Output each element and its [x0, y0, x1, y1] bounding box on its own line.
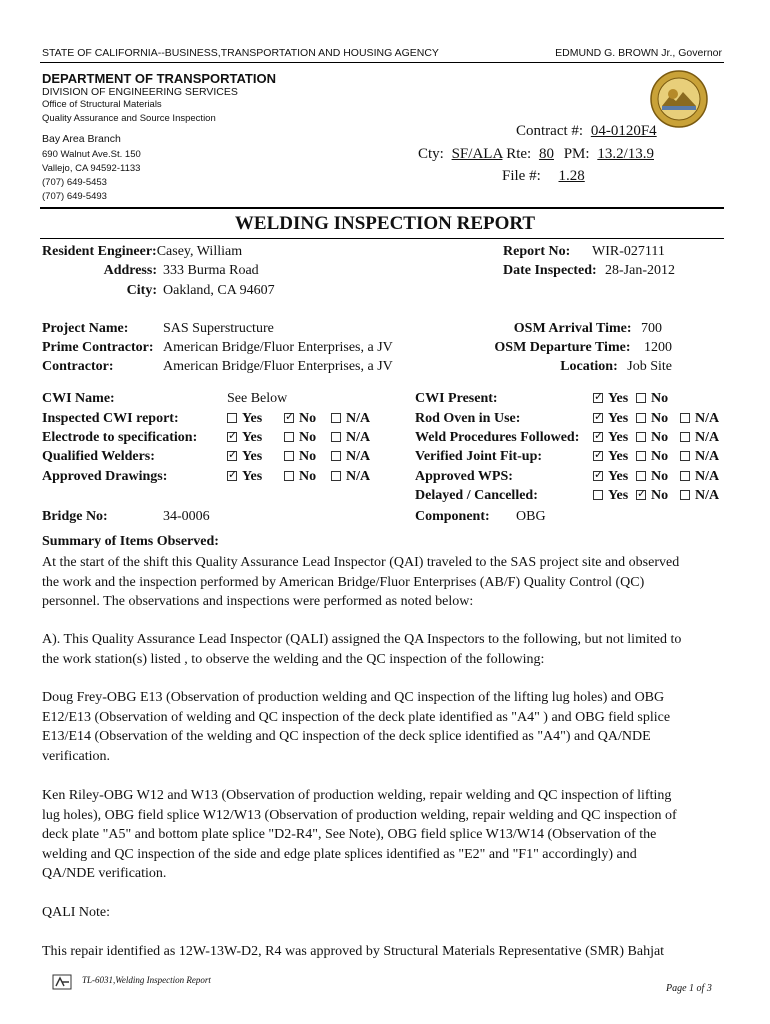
summary-paragraph-2: A). This Quality Assurance Lead Inspector (QALI) assigned the QA Inspectors to the following, but not limited to the work station(s) listed , to observe the welding and the QC inspection of the following: — [42, 632, 682, 667]
option-label: No — [651, 488, 669, 503]
option-label: N/A — [695, 411, 720, 426]
right-check-3-na-option[interactable] — [680, 449, 719, 465]
right-check-0-no-option[interactable] — [636, 391, 668, 407]
checkbox-icon[interactable] — [680, 451, 690, 461]
summary-paragraph-3: Doug Frey-OBG E13 (Observation of production welding and QC inspection of the lifting lug holes) and OBG E12/E13 (Observation of welding and QC inspection of the deck plate identified as "A4" ) and OBG field splice E13/E14 (Observation of the welding and QC inspection of the deck splice identified as "A4") and QA/NDE verification. — [42, 690, 671, 764]
checkbox-icon[interactable] — [331, 432, 341, 442]
arrival-value: 700 — [641, 321, 662, 336]
header-rule — [40, 62, 724, 63]
checkbox-icon[interactable] — [680, 432, 690, 442]
right-check-4-na-option[interactable] — [680, 469, 719, 485]
file-label: File #: — [502, 168, 541, 184]
right-check-3-no-option[interactable] — [636, 449, 668, 465]
left-check-1-yes-option[interactable] — [227, 411, 262, 427]
option-label: Yes — [608, 488, 629, 503]
checkbox-icon[interactable] — [636, 393, 646, 403]
branch-phone2: (707) 649-5493 — [42, 191, 107, 202]
form-id: TL-6031,Welding Inspection Report — [82, 975, 211, 985]
option-label: Yes — [242, 469, 263, 484]
option-label: N/A — [346, 469, 371, 484]
checkbox-icon[interactable] — [680, 471, 690, 481]
checkbox-icon[interactable] — [636, 451, 646, 461]
option-label: N/A — [695, 430, 720, 445]
report-no-label: Report No: — [503, 244, 571, 259]
departure-row — [494, 340, 672, 356]
right-check-1-yes-option[interactable] — [593, 411, 628, 427]
option-label: Yes — [242, 449, 263, 464]
left-check-1-no-option[interactable] — [284, 411, 316, 427]
right-check-4-yes-option[interactable] — [593, 469, 628, 485]
resident-engineer-value: Casey, William — [156, 244, 243, 259]
left-check-4-no-option[interactable] — [284, 469, 316, 485]
contractor-label: Contractor: — [42, 359, 114, 374]
inspected-cwi-label: Inspected CWI report: — [42, 411, 179, 426]
arrival-row — [514, 321, 662, 337]
option-label: No — [651, 449, 669, 464]
contract-label: Contract #: — [516, 123, 584, 139]
cwi-present-label: CWI Present: — [415, 391, 498, 406]
checkbox-icon[interactable] — [284, 432, 294, 442]
resident-engineer-label: Resident Engineer: — [42, 244, 157, 259]
branch-phone1: (707) 649-5453 — [42, 177, 107, 188]
right-check-4-no-option[interactable] — [636, 469, 668, 485]
branch-name: Bay Area Branch — [42, 133, 121, 145]
qualified-welders-label: Qualified Welders: — [42, 449, 155, 464]
left-check-2-no-option[interactable] — [284, 430, 316, 446]
checkbox-icon[interactable] — [593, 490, 603, 500]
checkbox-icon[interactable] — [284, 451, 294, 461]
left-check-2-na-option[interactable] — [331, 430, 370, 446]
contractor-value: American Bridge/Fluor Enterprises, a JV — [163, 359, 393, 374]
agency-header — [42, 47, 722, 59]
right-check-5-na-option[interactable] — [680, 488, 719, 504]
checkbox-icon[interactable] — [636, 432, 646, 442]
left-check-3-yes-option[interactable] — [227, 449, 262, 465]
cty-line — [418, 146, 678, 163]
date-inspected-label: Date Inspected: — [503, 263, 597, 278]
agency-name: STATE OF CALIFORNIA--BUSINESS,TRANSPORTATION AND HOUSING AGENCY — [42, 47, 439, 59]
weld-procedures-label: Weld Procedures Followed: — [415, 430, 580, 445]
rte-label: Rte: — [506, 146, 532, 162]
option-label: No — [651, 391, 669, 406]
rod-oven-label: Rod Oven in Use: — [415, 411, 521, 426]
project-name-label: Project Name: — [42, 321, 129, 336]
checkbox-icon[interactable] — [593, 432, 603, 442]
option-label: N/A — [695, 469, 720, 484]
branch-address2: Vallejo, CA 94592-1133 — [42, 163, 141, 174]
pm-value: 13.2/13.9 — [597, 146, 654, 162]
right-check-1-na-option[interactable] — [680, 411, 719, 427]
checkbox-icon[interactable] — [636, 490, 646, 500]
address-label: Address: — [103, 263, 157, 278]
division-name: DIVISION OF ENGINEERING SERVICES — [42, 86, 238, 98]
form-logo-icon — [52, 972, 74, 992]
governor-name: EDMUND G. BROWN Jr., Governor — [555, 47, 722, 59]
address-label-cell — [42, 263, 157, 279]
branch-address1: 690 Walnut Ave.St. 150 — [42, 149, 141, 160]
left-check-2-yes-option[interactable] — [227, 430, 262, 446]
cwi-name-value: See Below — [227, 391, 288, 406]
checkbox-icon[interactable] — [331, 471, 341, 481]
departure-value: 1200 — [644, 340, 672, 355]
checkbox-icon[interactable] — [593, 413, 603, 423]
checkbox-icon[interactable] — [593, 471, 603, 481]
option-label: N/A — [346, 449, 371, 464]
qa-name: Quality Assurance and Source Inspection — [42, 113, 216, 124]
city-label-cell — [42, 283, 157, 299]
cty-value: SF/ALA — [451, 146, 503, 162]
option-label: No — [299, 449, 317, 464]
component-label: Component: — [415, 509, 490, 524]
division-block — [42, 86, 238, 202]
option-label: No — [299, 430, 317, 445]
address-value: 333 Burma Road — [163, 263, 259, 278]
option-label: Yes — [608, 430, 629, 445]
right-check-3-yes-option[interactable] — [593, 449, 628, 465]
right-check-2-na-option[interactable] — [680, 430, 719, 446]
checkbox-icon[interactable] — [593, 393, 603, 403]
option-label: N/A — [346, 430, 371, 445]
right-check-0-yes-option[interactable] — [593, 391, 628, 407]
right-check-2-no-option[interactable] — [636, 430, 668, 446]
left-check-4-na-option[interactable] — [331, 469, 370, 485]
department-title: DEPARTMENT OF TRANSPORTATION — [42, 71, 276, 86]
bridge-no-value: 34-0006 — [163, 509, 210, 524]
delayed-cancelled-label: Delayed / Cancelled: — [415, 488, 538, 503]
option-label: No — [299, 411, 317, 426]
checkbox-icon[interactable] — [331, 413, 341, 423]
checkbox-icon[interactable] — [284, 471, 294, 481]
resident-engineer-row — [42, 244, 242, 260]
option-label: N/A — [695, 488, 720, 503]
option-label: No — [299, 469, 317, 484]
left-check-1-na-option[interactable] — [331, 411, 370, 427]
right-check-1-no-option[interactable] — [636, 411, 668, 427]
right-check-5-yes-option[interactable] — [593, 488, 628, 504]
checkbox-icon[interactable] — [227, 451, 237, 461]
option-label: No — [651, 430, 669, 445]
option-label: Yes — [608, 411, 629, 426]
option-label: Yes — [608, 391, 629, 406]
prime-contractor-value: American Bridge/Fluor Enterprises, a JV — [163, 340, 393, 355]
checkbox-icon[interactable] — [680, 490, 690, 500]
option-label: No — [651, 469, 669, 484]
electrode-label: Electrode to specification: — [42, 430, 198, 445]
right-check-5-no-option[interactable] — [636, 488, 668, 504]
contract-value: 04-0120F4 — [590, 123, 657, 139]
summary-paragraph-6: This repair identified as 12W-13W-D2, R4 was approved by Structural Materials Representative (SMR) Bahjat — [42, 944, 665, 959]
option-label: Yes — [608, 469, 629, 484]
cty-label: Cty: — [418, 146, 444, 162]
approved-drawings-label: Approved Drawings: — [42, 469, 168, 484]
city-value: Oakland, CA 94607 — [163, 283, 275, 298]
cwi-name-label: CWI Name: — [42, 391, 115, 406]
summary-heading: Summary of Items Observed: — [42, 534, 219, 549]
checkbox-icon[interactable] — [227, 471, 237, 481]
summary-paragraph-4: Ken Riley-OBG W12 and W13 (Observation of production welding, repair welding and QC inspection of lifting lug holes), OBG field splice W12/W13 (Observation of production welding, repair welding and QC inspection of deck plate "A5" and bottom plate splice "D2-R4", See Note), OBG field splice W13/W14 (Observation of the welding and QC inspection of the side and edge plate splices identified as "E2" and "F1" accordingly) and QA/NDE verification. — [42, 788, 677, 881]
state-seal-icon — [650, 70, 708, 128]
location-value: Job Site — [627, 359, 672, 374]
arrival-label: OSM Arrival Time: — [513, 321, 632, 336]
title-rule-bottom — [40, 238, 724, 239]
checkbox-icon[interactable] — [227, 432, 237, 442]
component-value: OBG — [516, 509, 546, 524]
right-check-2-yes-option[interactable] — [593, 430, 628, 446]
pm-label: PM: — [563, 146, 590, 162]
checkbox-icon[interactable] — [227, 413, 237, 423]
office-name: Office of Structural Materials — [42, 99, 162, 110]
prime-contractor-label: Prime Contractor: — [42, 340, 154, 355]
checkbox-icon[interactable] — [636, 413, 646, 423]
checkbox-icon[interactable] — [636, 471, 646, 481]
option-label: Yes — [242, 430, 263, 445]
left-check-3-no-option[interactable] — [284, 449, 316, 465]
date-inspected-value: 28-Jan-2012 — [605, 263, 675, 278]
departure-label: OSM Departure Time: — [494, 340, 631, 355]
location-label: Location: — [560, 359, 618, 374]
location-row — [560, 359, 672, 375]
summary-paragraph-5: QALI Note: — [42, 905, 111, 920]
option-label: N/A — [346, 411, 371, 426]
left-check-4-yes-option[interactable] — [227, 469, 262, 485]
report-title: WELDING INSPECTION REPORT — [234, 213, 536, 234]
contract-line — [516, 123, 657, 140]
title-rule-top — [40, 207, 724, 209]
checkbox-icon[interactable] — [593, 451, 603, 461]
project-name-value: SAS Superstructure — [163, 321, 274, 336]
city-label: City: — [126, 283, 157, 298]
option-label: Yes — [608, 449, 629, 464]
option-label: No — [651, 411, 669, 426]
option-label: Yes — [242, 411, 263, 426]
page-number: Page 1 of 3 — [666, 983, 712, 994]
file-value: 1.28 — [558, 168, 585, 184]
verified-joint-label: Verified Joint Fit-up: — [415, 449, 543, 464]
rte-value: 80 — [538, 146, 554, 162]
left-check-3-na-option[interactable] — [331, 449, 370, 465]
summary-paragraph-1: At the start of the shift this Quality Assurance Lead Inspector (QAI) traveled to the SAS project site and observed the work and the inspection performed by American Bridge/Fluor Enterprises (AB/F) Quality Control (QC) personnel. The observations and inspections were performed as noted below: — [42, 555, 680, 609]
file-line — [502, 168, 595, 185]
checkbox-icon[interactable] — [680, 413, 690, 423]
approved-wps-label: Approved WPS: — [415, 469, 513, 484]
checkbox-icon[interactable] — [331, 451, 341, 461]
bridge-no-label: Bridge No: — [42, 509, 108, 524]
option-label: N/A — [695, 449, 720, 464]
report-no-value: WIR-027111 — [592, 244, 665, 259]
checkbox-icon[interactable] — [284, 413, 294, 423]
